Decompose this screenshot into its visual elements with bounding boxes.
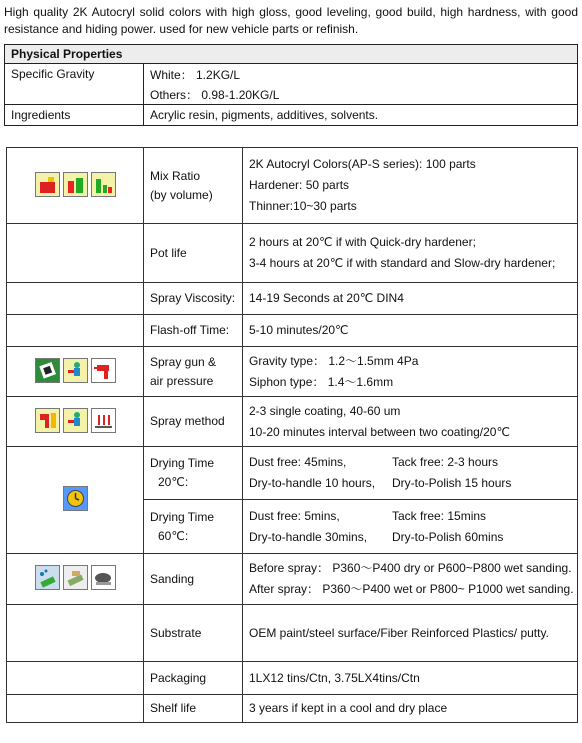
ingredients-row xyxy=(5,105,578,126)
flash-off-label: Flash-off Time: xyxy=(144,315,243,347)
ratio-bar-icon xyxy=(91,172,116,197)
mix-ratio-icon-cell xyxy=(7,148,144,224)
sanding-value: Before spray： P360～P400 dry or P600~P800 wet sanding. After spray： P360～P400 wet or P800~ P1000 wet sanding. xyxy=(243,554,578,605)
spray-method-icon-cell xyxy=(7,397,144,447)
spray-gun-label: Spray gun & air pressure xyxy=(144,347,243,397)
drying-20-value: Dust free: 45mins, Tack free: 2-3 hours Dry-to-handle 10 hours, Dry-to-Polish 15 hours xyxy=(243,447,578,500)
wet-sanding-icon xyxy=(35,565,60,590)
mixing-cup-icon xyxy=(35,172,60,197)
spray-viscosity-label: Spray Viscosity: xyxy=(144,283,243,315)
specific-gravity-white: White： 1.2KG/L xyxy=(144,64,578,85)
spray-coat-icon xyxy=(35,408,60,433)
physical-properties-table xyxy=(4,44,578,126)
sanding-row xyxy=(7,554,578,605)
painter-icon xyxy=(63,358,88,383)
drying-60-value: Dust free: 5mins, Tack free: 15mins Dry-to-handle 30mins, Dry-to-Polish 60mins xyxy=(243,500,578,554)
physical-properties-header: Physical Properties xyxy=(5,45,578,64)
clock-icon xyxy=(63,486,88,511)
shelf-life-row xyxy=(7,695,578,723)
shelf-life-label: Shelf life xyxy=(144,695,243,723)
spray-method-row xyxy=(7,397,578,447)
ingredients-value: Acrylic resin, pigments, additives, solvents. xyxy=(144,105,578,126)
packaging-row xyxy=(7,662,578,695)
physical-properties-header-row xyxy=(5,45,578,64)
mix-ratio-label: Mix Ratio (by volume) xyxy=(144,148,243,224)
spray-viscosity-row xyxy=(7,283,578,315)
pot-life-row xyxy=(7,224,578,283)
pot-life-label: Pot life xyxy=(144,224,243,283)
ingredients-label: Ingredients xyxy=(5,105,144,126)
specific-gravity-label: Specific Gravity xyxy=(5,64,144,85)
spray-viscosity-value: 14-19 Seconds at 20℃ DIN4 xyxy=(243,283,578,315)
flash-off-value: 5-10 minutes/20℃ xyxy=(243,315,578,347)
drying-20-row xyxy=(7,447,578,500)
mix-ratio-row xyxy=(7,148,578,224)
product-description: High quality 2K Autocryl solid colors with high gloss, good leveling, good build, high hardness, with good resistance and hiding power. used for new vehicle parts or refinish. xyxy=(4,5,578,36)
sanding-icon-cell xyxy=(7,554,144,605)
hand-sanding-icon xyxy=(91,565,116,590)
painter-method-icon xyxy=(63,408,88,433)
spray-method-label: Spray method xyxy=(144,397,243,447)
specific-gravity-others: Others： 0.98-1.20KG/L xyxy=(144,84,578,105)
spray-gun-row xyxy=(7,347,578,397)
coating-layers-icon xyxy=(91,408,116,433)
spray-booth-icon xyxy=(35,358,60,383)
drying-20-label: Drying Time 20℃: xyxy=(144,447,243,500)
shelf-life-value: 3 years if kept in a cool and dry place xyxy=(243,695,578,723)
substrate-value: OEM paint/steel surface/Fiber Reinforced Plastics/ putty. xyxy=(243,605,578,662)
measuring-bar-icon xyxy=(63,172,88,197)
specific-gravity-row-2 xyxy=(5,84,578,105)
spray-gun-icon-cell xyxy=(7,347,144,397)
mix-ratio-value: 2K Autocryl Colors(AP-S series): 100 parts Hardener: 50 parts Thinner:10~30 parts xyxy=(243,148,578,224)
substrate-label: Substrate xyxy=(144,605,243,662)
application-spec-table xyxy=(6,147,578,723)
spray-gun-value: Gravity type： 1.2～1.5mm 4Pa Siphon type： 1.4～1.6mm xyxy=(243,347,578,397)
spray-gun-icon xyxy=(91,358,116,383)
drying-icon-cell xyxy=(7,447,144,554)
packaging-label: Packaging xyxy=(144,662,243,695)
drying-60-label: Drying Time 60℃: xyxy=(144,500,243,554)
pot-life-value: 2 hours at 20℃ if with Quick-dry hardener; 3-4 hours at 20℃ if with standard and Slow-dry hardener; xyxy=(243,224,578,283)
sanding-label: Sanding xyxy=(144,554,243,605)
substrate-row xyxy=(7,605,578,662)
dry-sanding-icon xyxy=(63,565,88,590)
spray-method-value: 2-3 single coating, 40-60 um 10-20 minutes interval between two coating/20℃ xyxy=(243,397,578,447)
packaging-value: 1LX12 tins/Ctn, 3.75LX4tins/Ctn xyxy=(243,662,578,695)
specific-gravity-row xyxy=(5,64,578,85)
flash-off-row xyxy=(7,315,578,347)
